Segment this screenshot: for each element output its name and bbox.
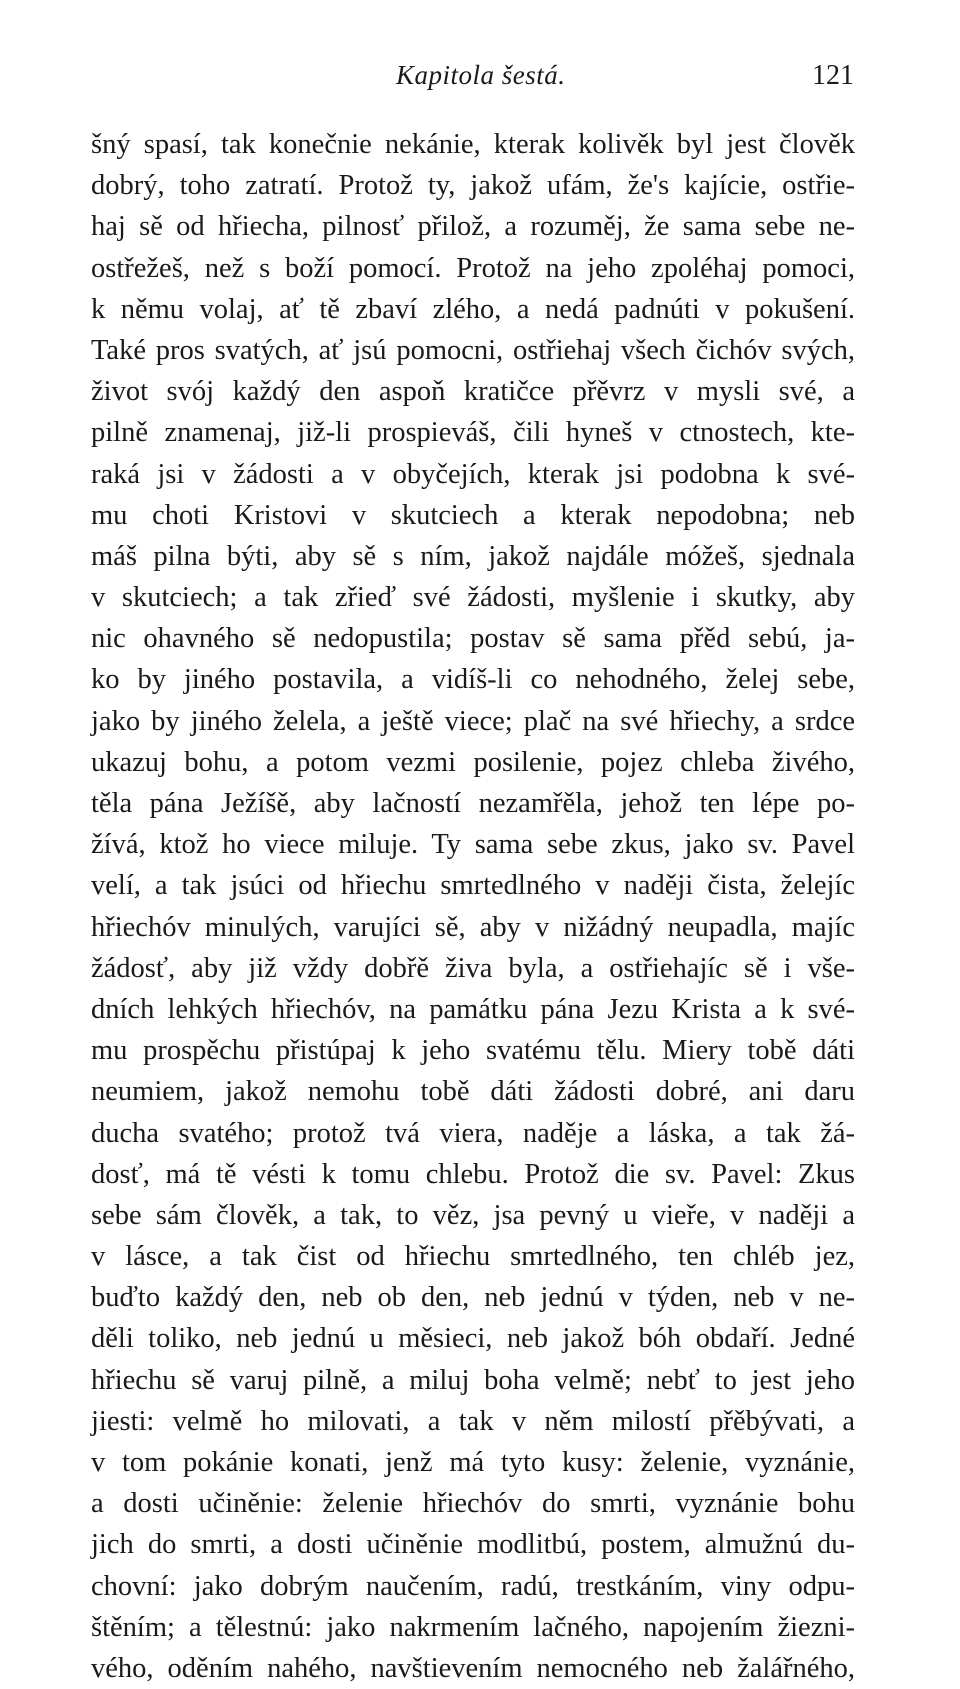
running-header (0, 56, 960, 96)
text-line: v tom pokánie konati, jenž má tyto kusy: želenie, vyznánie, (91, 1447, 855, 1478)
text-line: mu choti Kristovi v skutciech a kterak nepodobna; neb (91, 499, 855, 531)
text-line: hřiechóv minulých, varujíci sě, aby v nižádný neupadla, majíc (91, 911, 855, 943)
text-line: buďto každý den, neb ob den, neb jednú v týden, neb v ne- (91, 1282, 855, 1314)
text-line: těla pána Ježíšě, aby lačností nezamřěla, jehož ten lépe po- (91, 788, 855, 819)
text-line: sebe sám člověk, a tak, to věz, jsa pevný u vieře, v naději a (91, 1199, 855, 1231)
text-line: děli toliko, neb jednú u měsieci, neb jakož bóh obdaří. Jedné (91, 1323, 855, 1355)
text-line: velí, a tak jsúci od hřiechu smrtedlného v naději čista, želejíc (91, 870, 855, 902)
text-line: haj sě od hřiecha, pilnosť přilož, a rozuměj, že sama sebe ne- (91, 211, 855, 243)
text-line: ducha svatého; protož tvá viera, naděje a láska, a tak žá- (91, 1117, 855, 1149)
text-line: pilně znamenaj, již-li prospieváš, čili hyneš v ctnostech, kte- (91, 417, 855, 449)
text-line: dobrý, toho zatratí. Protož ty, jakož ufám, že's kajície, ostřie- (91, 170, 855, 202)
text-line: šný spasí, tak konečnie nekánie, kterak kolivěk byl jest člověk (91, 129, 855, 160)
text-line: život svój každý den aspoň kratičce přěvrz v mysli své, a (91, 376, 855, 408)
text-line: chovní: jako dobrým naučením, radú, trestkáním, viny odpu- (91, 1570, 855, 1602)
running-title: Kapitola šestá. (396, 60, 566, 90)
page-number: 121 (812, 60, 854, 91)
text-line: štěním; a tělestnú: jako nakrmením lačného, napojením žiezni- (91, 1611, 855, 1643)
text-line: jako by jiného želela, a ještě viece; plač na své hřiechy, a srdce (91, 705, 855, 737)
text-line: žádosť, aby již vždy dobřě živa byla, a ostřiehajíc sě i vše- (91, 952, 855, 984)
text-line: raká jsi v žádosti a v obyčejích, kterak jsi podobna k své- (91, 458, 855, 490)
text-line: neumiem, jakož nemohu tobě dáti žádosti dobré, ani daru (91, 1076, 855, 1108)
text-line: jiesti: velmě ho milovati, a tak v něm milostí přěbývati, a (91, 1405, 855, 1437)
text-line: mu prospěchu přistúpaj k jeho svatému tělu. Miery tobě dáti (91, 1035, 855, 1067)
text-line: dosť, má tě vésti k tomu chlebu. Protož die sv. Pavel: Zkus (91, 1158, 855, 1190)
text-line: ko by jiného postavila, a vidíš-li co nehodného, želej sebe, (91, 664, 855, 696)
text-line: Také pros svatých, ať jsú pomocni, ostřiehaj všech čichóv svých, (91, 334, 855, 366)
text-line: v skutciech; a tak zřieď své žádosti, myšlenie i skutky, aby (91, 582, 855, 614)
text-line: jich do smrti, a dosti učiněnie modlitbú, postem, almužnú du- (91, 1529, 855, 1561)
text-line: dních lehkých hřiechóv, na památku pána Jezu Krista a k své- (91, 993, 855, 1025)
text-line: nic ohavného sě nedopustila; postav sě sama přěd sebú, ja- (91, 623, 855, 655)
text-line: hřiechu sě varuj pilně, a miluj boha velmě; nebť to jest jeho (91, 1364, 855, 1396)
text-line: ostřežeš, než s boží pomocí. Protož na jeho zpoléhaj pomoci, (91, 252, 855, 284)
body-text (91, 124, 855, 1689)
text-line: v lásce, a tak čist od hřiechu smrtedlného, ten chléb jez, (91, 1241, 855, 1273)
text-line: žívá, ktož ho viece miluje. Ty sama sebe zkus, jako sv. Pavel (91, 829, 855, 861)
text-line: vého, oděním nahého, navštievením nemocného neb žalářného, (91, 1652, 855, 1684)
text-line: a dosti učiněnie: želenie hřiechóv do smrti, vyznánie bohu (91, 1488, 855, 1520)
text-line: máš pilna býti, aby sě s ním, jakož najdále móžeš, sjednala (91, 540, 855, 572)
text-line: ukazuj bohu, a potom vezmi posilenie, pojez chleba živého, (91, 746, 855, 778)
text-line: k němu volaj, ať tě zbaví zlého, a nedá padnúti v pokušení. (91, 293, 855, 325)
